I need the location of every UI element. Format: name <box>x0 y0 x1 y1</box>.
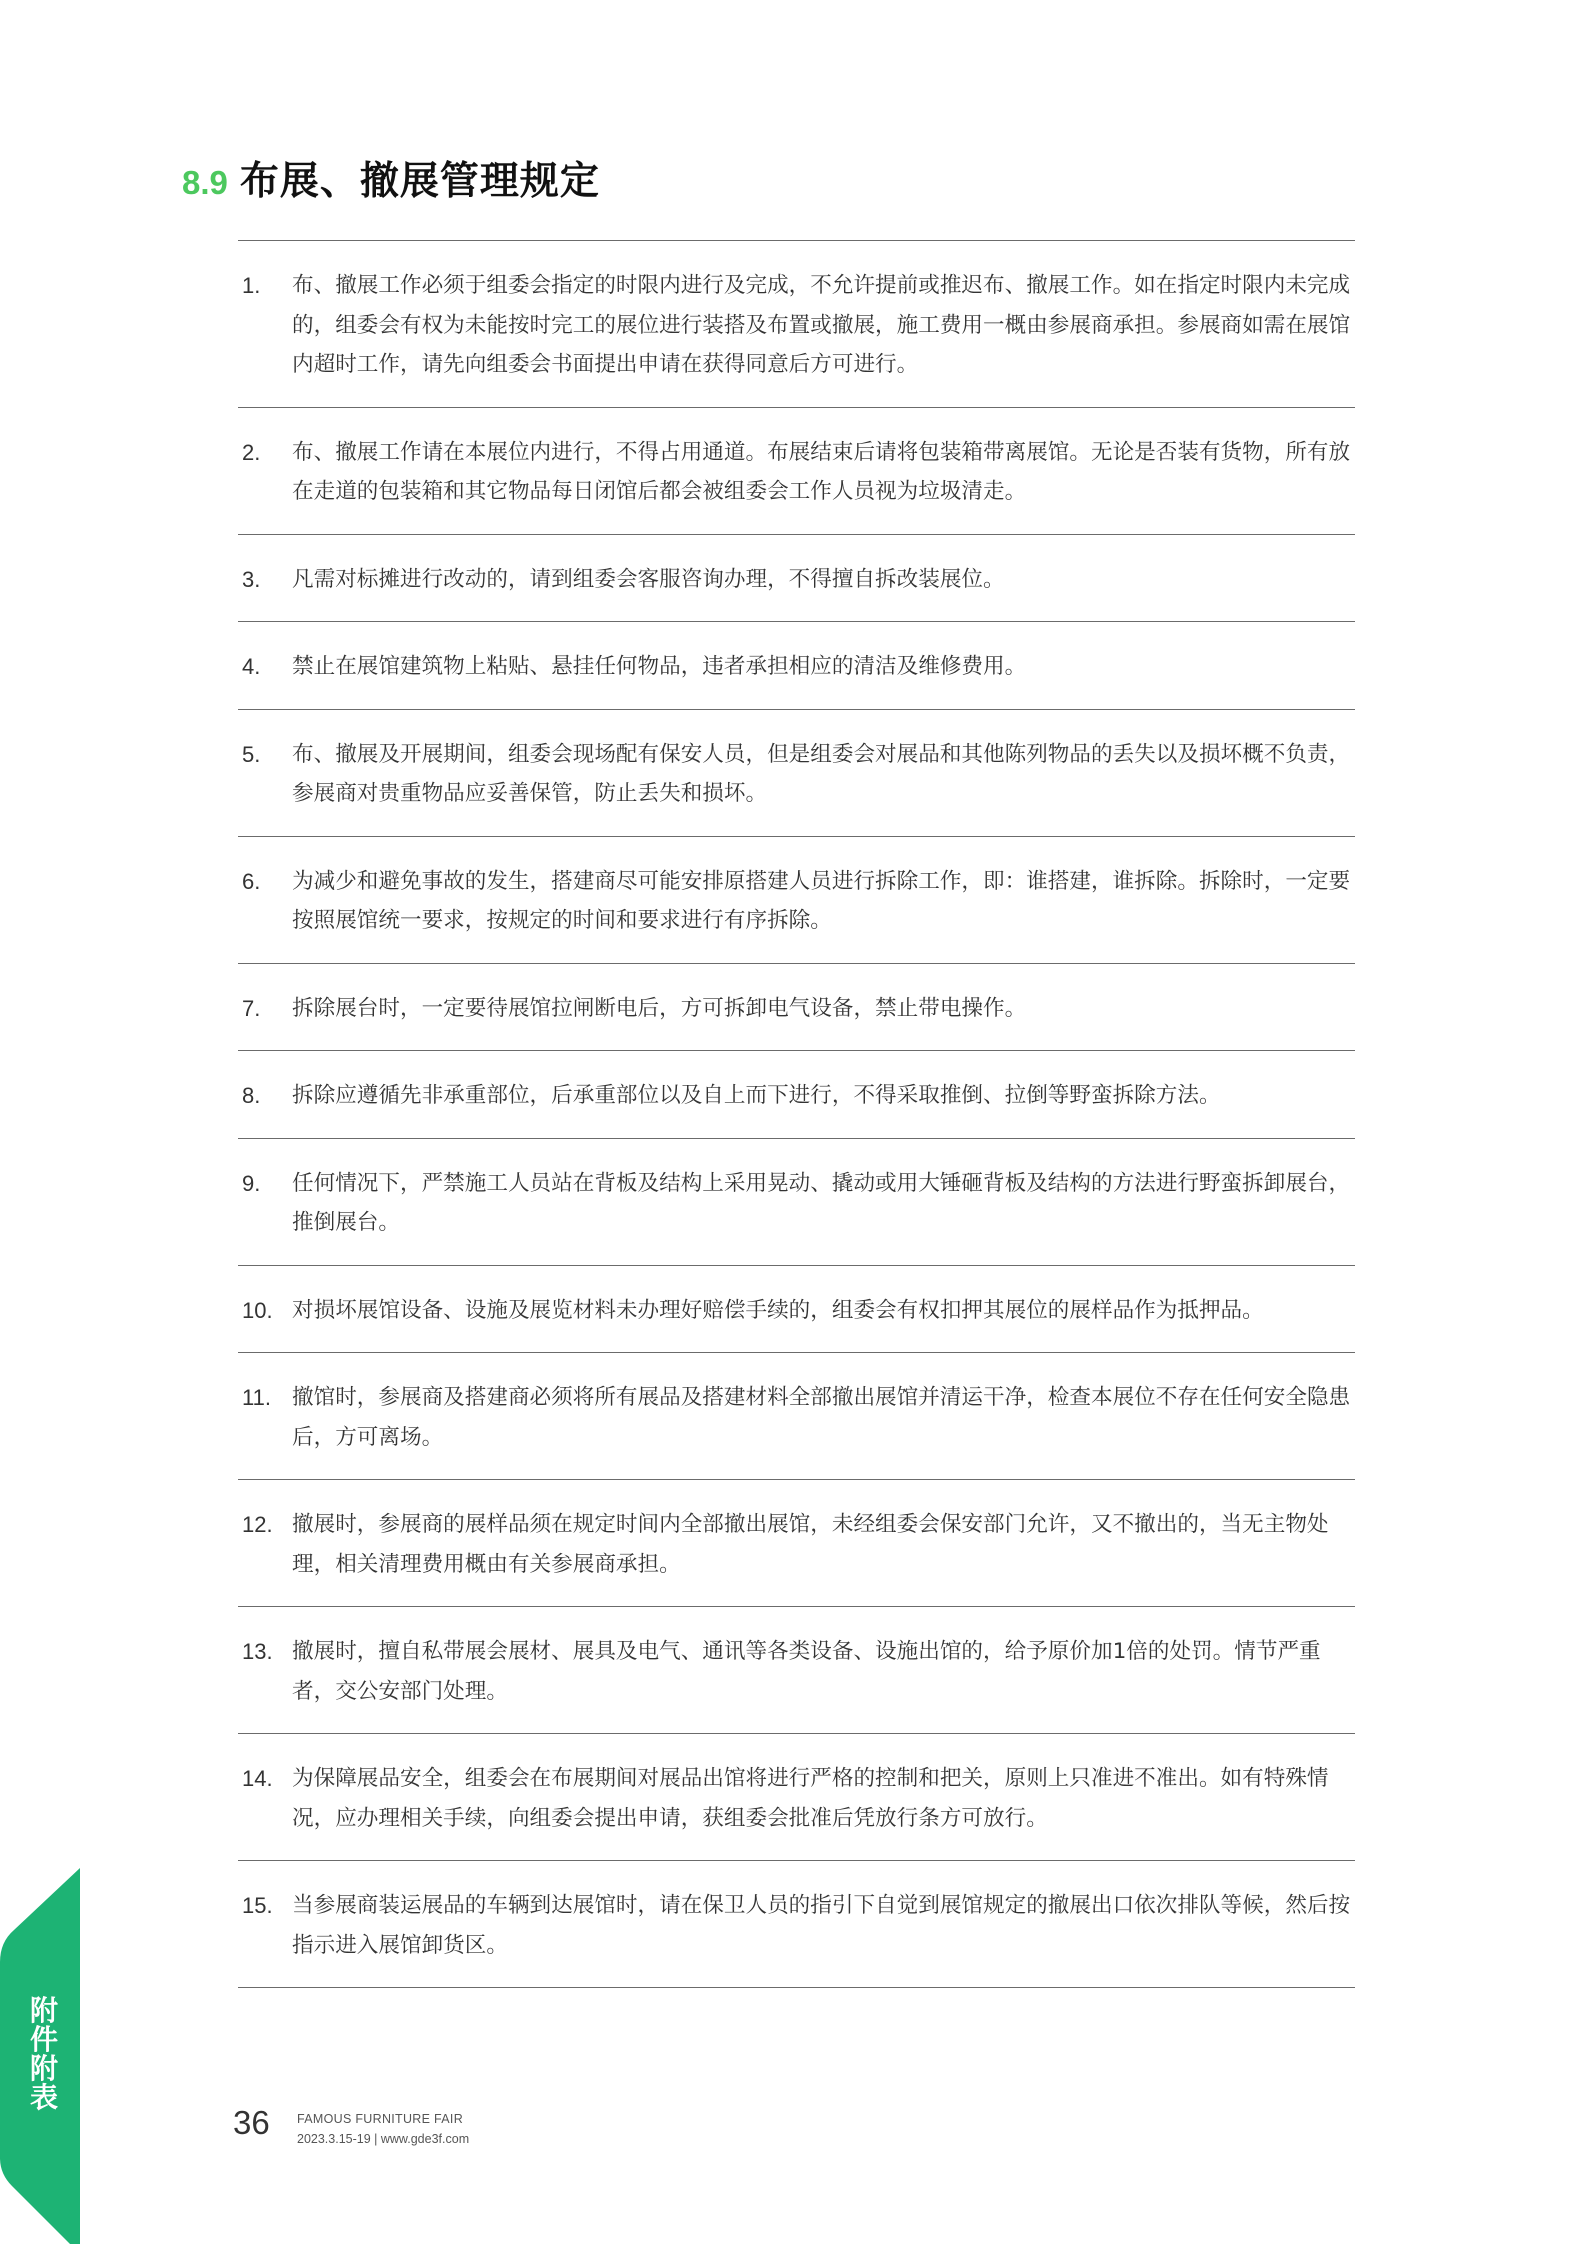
rule-number: 7. <box>242 995 261 1021</box>
rule-item-3 <box>238 535 1355 623</box>
rule-text: 撤馆时，参展商及搭建商必须将所有展品及搭建材料全部撤出展馆并清运干净，检查本展位不存在任何安全隐患后，方可离场。 <box>292 1385 1351 1450</box>
rule-number: 3. <box>242 566 261 592</box>
rule-item-6 <box>238 837 1355 964</box>
rule-item-2 <box>238 408 1355 535</box>
section-title: 布展、撤展管理规定 <box>239 159 600 204</box>
rule-number: 12. <box>242 1512 273 1537</box>
section-number: 8.9 <box>182 164 228 201</box>
rule-text: 当参展商装运展品的车辆到达展馆时，请在保卫人员的指引下自觉到展馆规定的撤展出口依次排队等候，然后按指示进入展馆卸货区。 <box>292 1893 1351 1958</box>
rule-number: 14. <box>242 1766 273 1791</box>
rule-text: 拆除应遵循先非承重部位，后承重部位以及自上而下进行，不得采取推倒、拉倒等野蛮拆除方法。 <box>292 1083 1221 1108</box>
rule-item-10 <box>238 1266 1355 1354</box>
rule-item-4 <box>238 622 1355 710</box>
rule-number: 6. <box>242 868 261 894</box>
rule-text: 布、撤展工作必须于组委会指定的时限内进行及完成，不允许提前或推迟布、撤展工作。如在指定时限内未完成的，组委会有权为未能按时完工的展位进行装搭及布置或撤展，施工费用一概由参展商承担。参展商如需在展馆内超时工作，请先向组委会书面提出申请在获得同意后方可进行。 <box>292 273 1351 377</box>
rule-number: 13. <box>242 1639 273 1664</box>
rule-text: 布、撤展工作请在本展位内进行，不得占用通道。布展结束后请将包装箱带离展馆。无论是否装有货物，所有放在走道的包装箱和其它物品每日闭馆后都会被组委会工作人员视为垃圾清走。 <box>292 439 1351 504</box>
rule-text: 撤展时，擅自私带展会展材、展具及电气、通讯等各类设备、设施出馆的，给予原价加1倍的处罚。情节严重者，交公安部门处理。 <box>292 1639 1321 1704</box>
rule-number: 9. <box>242 1170 261 1196</box>
rule-text: 对损坏展馆设备、设施及展览材料未办理好赔偿手续的，组委会有权扣押其展位的展样品作为抵押品。 <box>292 1297 1264 1323</box>
rule-number: 15. <box>242 1893 273 1918</box>
rule-item-14 <box>238 1734 1355 1861</box>
rule-text: 禁止在展馆建筑物上粘贴、悬挂任何物品，违者承担相应的清洁及维修费用。 <box>292 654 1027 679</box>
footer-meta: 2023.3.15-19 | www.gde3f.com <box>297 2132 470 2146</box>
rule-number: 4. <box>242 654 261 679</box>
rule-number: 5. <box>242 741 261 767</box>
rule-item-5 <box>238 710 1355 837</box>
rule-number: 8. <box>242 1083 261 1108</box>
side-tab <box>0 1868 80 2244</box>
footer-brand: FAMOUS FURNITURE FAIR <box>297 2112 464 2126</box>
rule-text: 凡需对标摊进行改动的，请到组委会客服咨询办理，不得擅自拆改装展位。 <box>292 566 1005 592</box>
rule-number: 10. <box>242 1297 273 1323</box>
rule-text: 拆除展台时，一定要待展馆拉闸断电后，方可拆卸电气设备，禁止带电操作。 <box>292 995 1027 1021</box>
side-tab-label: 附件附表 <box>29 1994 58 2114</box>
rule-list <box>238 240 1355 1988</box>
rule-item-13 <box>238 1607 1355 1734</box>
rule-number: 11. <box>242 1385 271 1410</box>
rule-item-7 <box>238 964 1355 1052</box>
rule-item-9 <box>238 1139 1355 1266</box>
rule-number: 2. <box>242 439 261 465</box>
rule-number: 1. <box>242 273 261 298</box>
rule-item-12 <box>238 1480 1355 1607</box>
rule-text: 撤展时，参展商的展样品须在规定时间内全部撤出展馆，未经组委会保安部门允许，又不撤出的，当无主物处理，相关清理费用概由有关参展商承担。 <box>292 1512 1329 1577</box>
page-number: 36 <box>233 2104 270 2141</box>
rule-text: 任何情况下，严禁施工人员站在背板及结构上采用晃动、撬动或用大锤砸背板及结构的方法进行野蛮拆卸展台，推倒展台。 <box>292 1170 1351 1235</box>
rule-text: 为保障展品安全，组委会在布展期间对展品出馆将进行严格的控制和把关，原则上只准进不准出。如有特殊情况，应办理相关手续，向组委会提出申请，获组委会批准后凭放行条方可放行。 <box>292 1766 1329 1831</box>
rule-item-15 <box>238 1861 1355 1988</box>
page-title <box>182 150 600 210</box>
rule-item-8 <box>238 1051 1355 1139</box>
rule-item-1 <box>238 241 1355 408</box>
rule-text: 布、撤展及开展期间，组委会现场配有保安人员，但是组委会对展品和其他陈列物品的丢失以及损坏概不负责，参展商对贵重物品应妥善保管，防止丢失和损坏。 <box>292 741 1351 806</box>
rule-item-11 <box>238 1353 1355 1480</box>
rule-text: 为减少和避免事故的发生，搭建商尽可能安排原搭建人员进行拆除工作，即：谁搭建，谁拆除。拆除时，一定要按照展馆统一要求，按规定的时间和要求进行有序拆除。 <box>292 868 1351 933</box>
